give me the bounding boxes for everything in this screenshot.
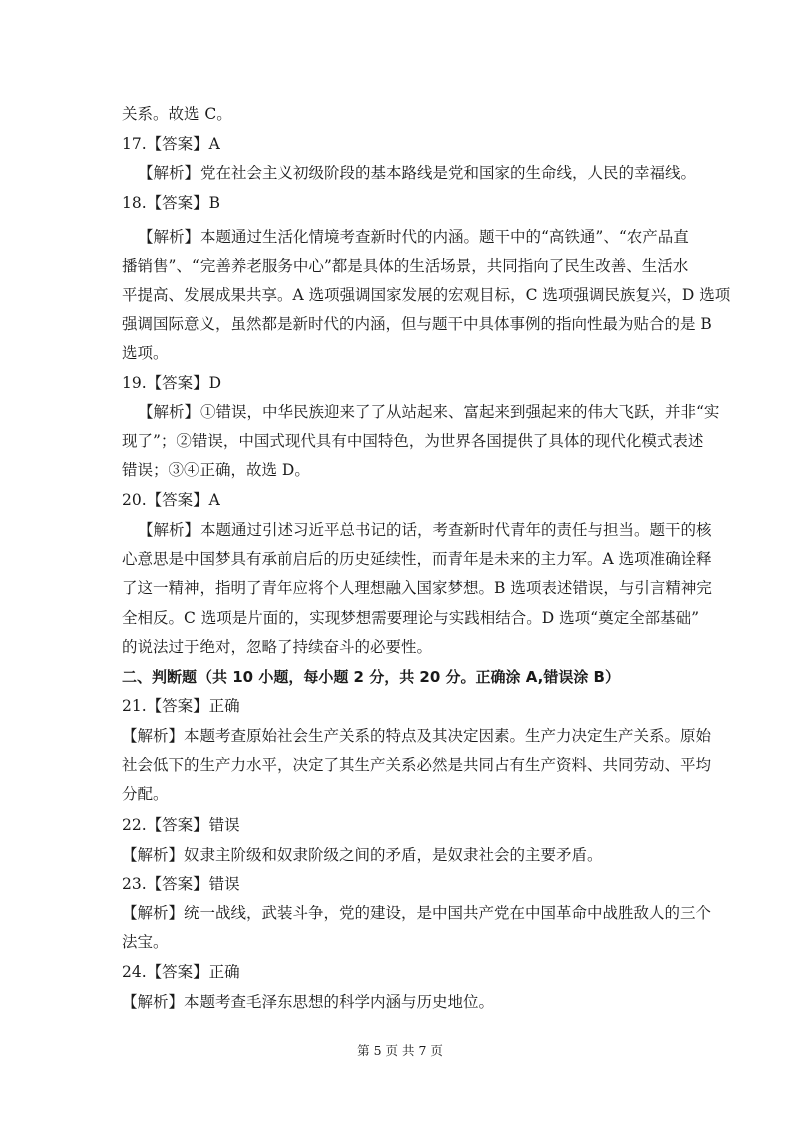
analysis-line-19: 【解析】①错误，中华民族迎来了了从站起来、富起来到强起来的伟大飞跃，并非“实	[138, 403, 720, 421]
text-line: 选项。	[122, 344, 169, 362]
text-line: 强调国际意义，虽然都是新时代的内涵，但与题干中具体事例的指向性最为贴合的是 B	[122, 315, 712, 333]
text-line: 现了”；②错误，中国式现代具有中国特色，为世界各国提供了具体的现代化模式表述	[122, 432, 704, 450]
answer-line-21: 21.【答案】正确	[122, 697, 240, 715]
text-line: 关系。故选 C。	[122, 105, 232, 123]
page-footer: 第 5 页 共 7 页	[357, 1043, 443, 1058]
answer-line-22: 22.【答案】错误	[122, 816, 240, 834]
analysis-line-21: 【解析】本题考查原始社会生产关系的特点及其决定因素。生产力决定生产关系。原始	[122, 727, 712, 745]
text-line: 错误；③④正确，故选 D。	[122, 461, 310, 479]
analysis-line-20: 【解析】本题通过引述习近平总书记的话，考查新时代青年的责任与担当。题干的核	[138, 521, 712, 539]
answer-line-20: 20.【答案】A	[122, 491, 220, 509]
analysis-line-24: 【解析】本题考查毛泽东思想的科学内涵与历史地位。	[122, 993, 495, 1011]
text-line: 的说法过于绝对，忽略了持续奋斗的必要性。	[122, 638, 433, 656]
text-line: 了这一精神，指明了青年应将个人理想融入国家梦想。B 选项表述错误，与引言精神完	[122, 579, 712, 597]
section-heading: 二、判断题（共 10 小题，每小题 2 分，共 20 分。正确涂 A,错误涂 B）	[122, 668, 620, 686]
answer-line-18: 18.【答案】B	[122, 194, 221, 212]
analysis-line-18: 【解析】本题通过生活化情境考查新时代的内涵。题干中的“高铁通”、“农产品直	[138, 228, 689, 246]
answer-line-24: 24.【答案】正确	[122, 963, 240, 981]
answer-line-19: 19.【答案】D	[122, 374, 222, 392]
analysis-line-23: 【解析】统一战线，武装斗争，党的建设，是中国共产党在中国革命中战胜敌人的三个	[122, 904, 712, 922]
text-line: 播销售”、“完善养老服务中心”都是具体的生活场景，共同指向了民生改善、生活水	[122, 257, 689, 275]
text-line: 法宝。	[122, 933, 169, 951]
analysis-line-22: 【解析】奴隶主阶级和奴隶阶级之间的矛盾，是奴隶社会的主要矛盾。	[122, 846, 603, 864]
text-line: 平提高、发展成果共享。A 选项强调国家发展的宏观目标，C 选项强调民族复兴，D 选项	[122, 286, 731, 304]
answer-line-23: 23.【答案】错误	[122, 875, 240, 893]
text-line: 心意思是中国梦具有承前启后的历史延续性，而青年是未来的主力军。A 选项准确诠释	[122, 550, 712, 568]
text-line: 全相反。C 选项是片面的，实现梦想需要理论与实践相结合。D 选项“奠定全部基础”	[122, 609, 699, 627]
text-line: 分配。	[122, 785, 169, 803]
answer-line-17: 17.【答案】A	[122, 135, 220, 153]
text-line: 社会低下的生产力水平，决定了其生产关系必然是共同占有生产资料、共同劳动、平均	[122, 756, 712, 774]
analysis-line-17: 【解析】党在社会主义初级阶段的基本路线是党和国家的生命线，人民的幸福线。	[138, 164, 697, 182]
